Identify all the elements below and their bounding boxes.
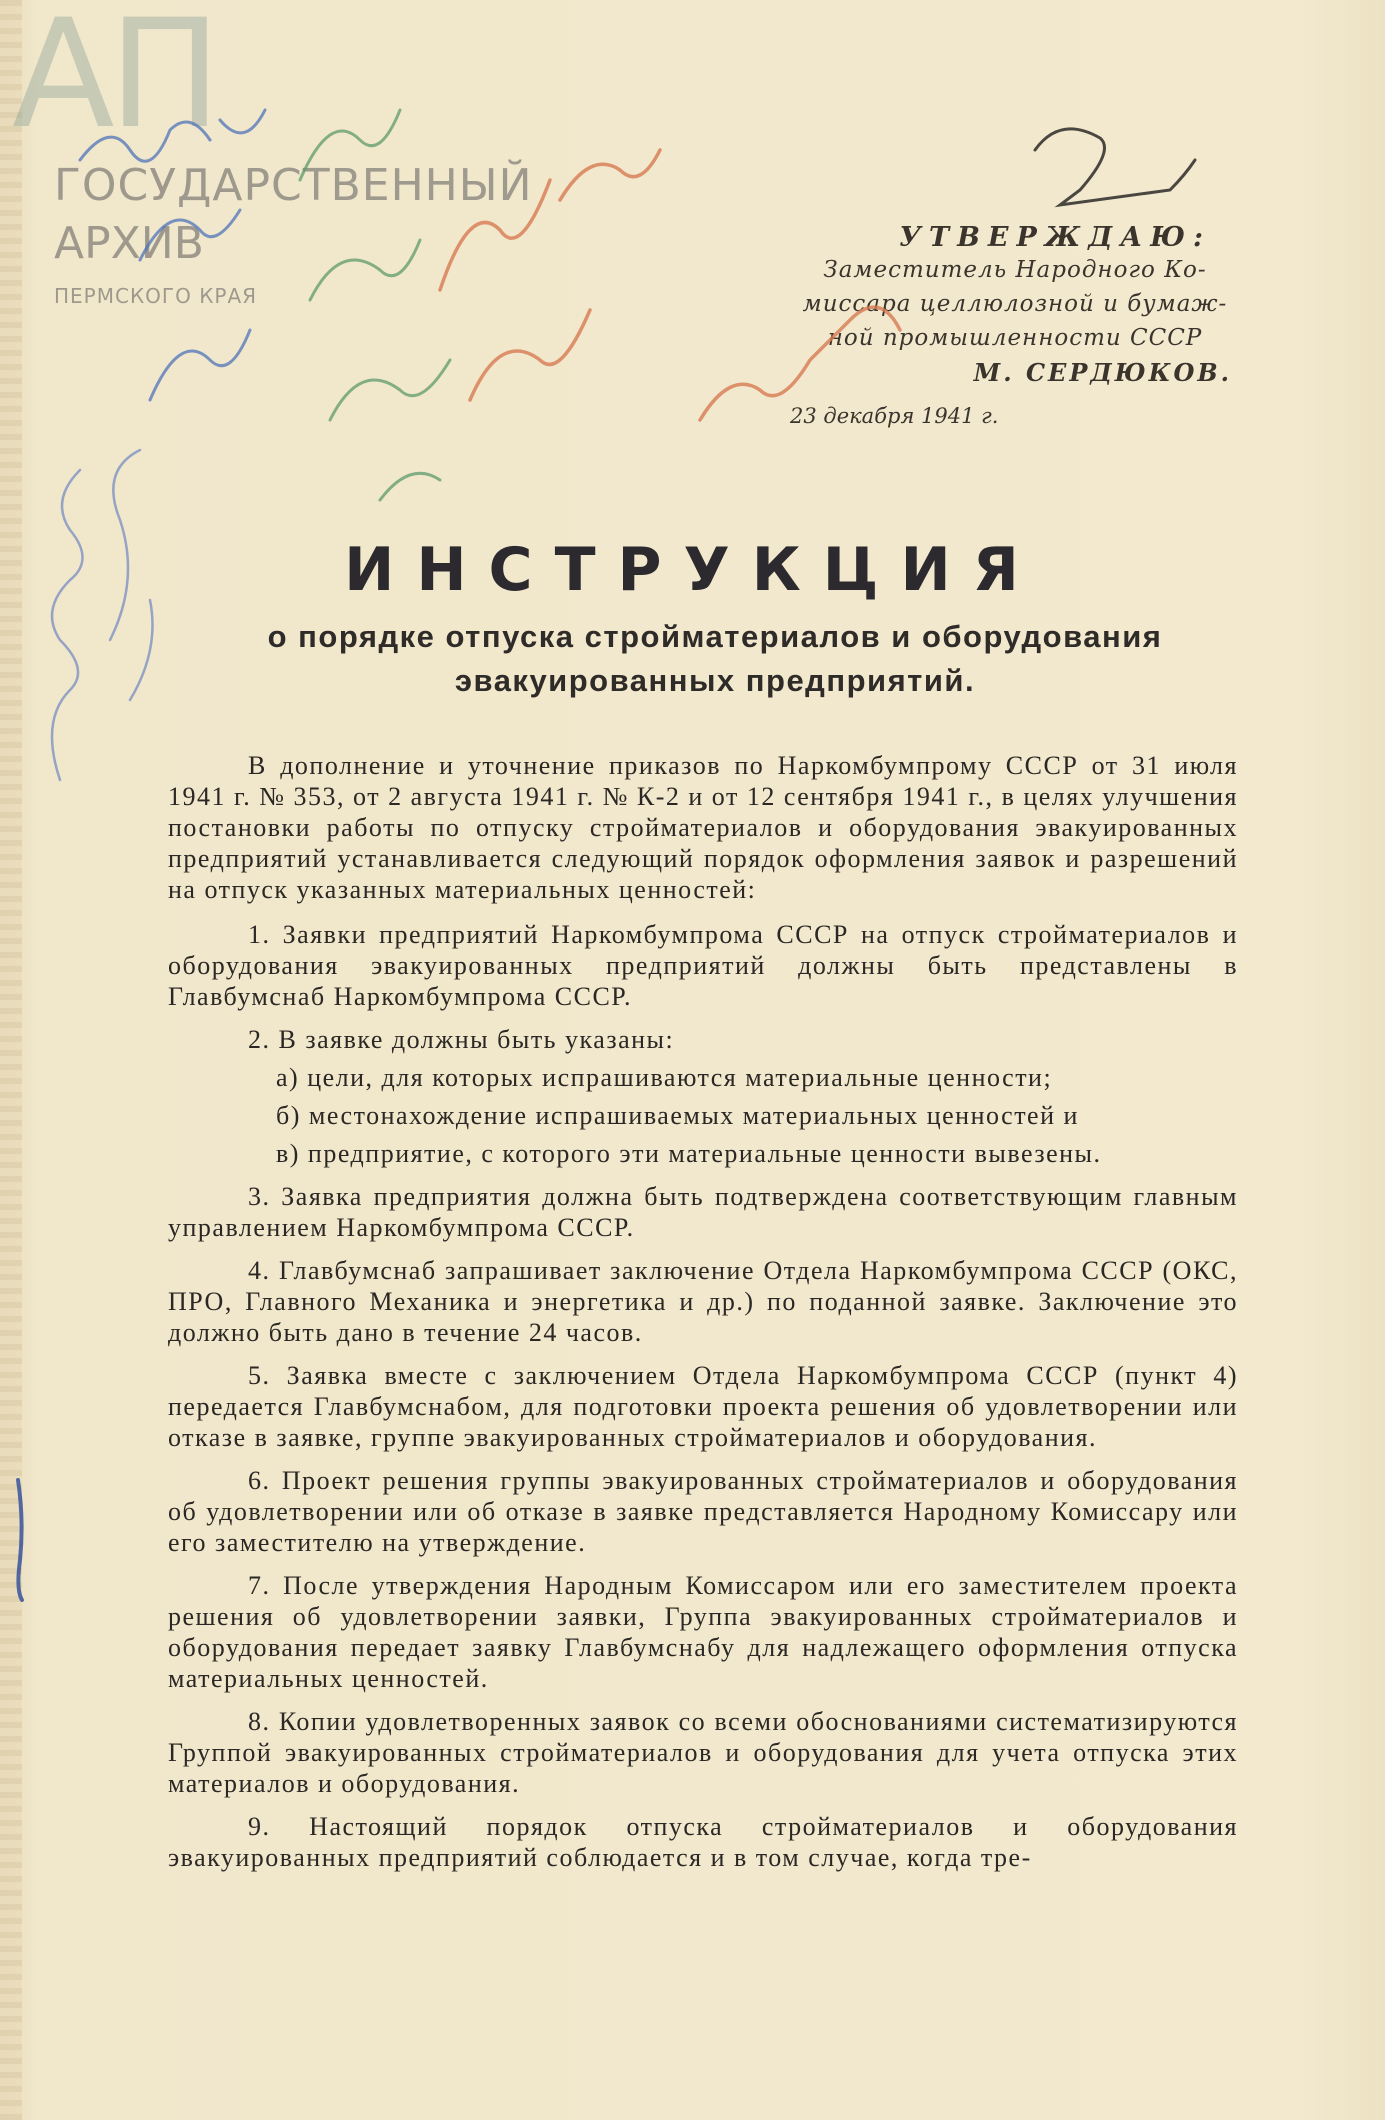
document-title: ИНСТРУКЦИЯ (344, 535, 1041, 605)
point-8: 8. Копии удовлетворенных заявок со всеми обоснованиями систематизируются Группой эвакуированных стройматериалов и оборудования для учета отпуска этих материалов и оборудования. (168, 1707, 1238, 1798)
document-body (168, 750, 1238, 1885)
approval-line: ной промышленности СССР (827, 325, 1203, 351)
point-1: 1. Заявки предприятий Наркомбумпрома СССР на отпуск стройматериалов и оборудования эвакуированных предприятий должны быть представлены в Главбумснаб Наркомбумпрома СССР. (168, 920, 1238, 1011)
point-3: 3. Заявка предприятия должна быть подтверждена соответствующим главным управлением Наркомбумпрома СССР. (168, 1182, 1238, 1242)
approval-signatory: М. СЕРДЮКОВ. (973, 358, 1232, 387)
watermark-line-2: АРХИВ (54, 218, 204, 269)
point-2a: а) цели, для которых испрашиваются материальные ценности; (276, 1063, 1053, 1092)
paper-edge (0, 0, 22, 2120)
approval-block (780, 222, 1250, 391)
document-subtitle: о порядке отпуска стройматериалов и оборудования эвакуированных предприятий. (267, 619, 1163, 698)
watermark-line-1: ГОСУДАРСТВЕННЫЙ (54, 160, 533, 211)
point-4: 4. Главбумснаб запрашивает заключение Отдела Наркомбумпрома СССР (ОКС, ПРО, Главного Механика и энергетика и др.) по поданной заявке. Заключение это должно быть дано в течение 24 часов. (168, 1256, 1238, 1347)
point-2c: в) предприятие, с которого эти материальные ценности вывезены. (276, 1139, 1102, 1168)
handwritten-page-number (1020, 120, 1200, 210)
point-7: 7. После утверждения Народным Комиссаром или его заместителем проекта решения об удовлетворении заявки, Группа эвакуированных стройматериалов и оборудования передает заявку Главбумснабу для надлежащего оформления отпуска материальных ценностей. (168, 1571, 1238, 1693)
point-5: 5. Заявка вместе с заключением Отдела Наркомбумпрома СССР (пункт 4) передается Главбумснабом, для подготовки проекта решения об удовлетворении или отказе в заявке, группе эвакуированных стройматериалов и оборудования. (168, 1361, 1238, 1452)
watermark-line-3: ПЕРМСКОГО КРАЯ (54, 284, 258, 308)
approval-date: 23 декабря 1941 г. (790, 404, 999, 428)
approval-line: миссара целлюлозной и бумаж- (802, 291, 1228, 317)
point-2: 2. В заявке должны быть указаны: (248, 1025, 675, 1054)
point-6: 6. Проект решения группы эвакуированных стройматериалов и оборудования об удовлетворении или об отказе в заявке представляется Народному Комиссару или его заместителю на утверждение. (168, 1466, 1238, 1557)
intro-paragraph: В дополнение и уточнение приказов по Наркомбумпрому СССР от 31 июля 1941 г. № 353, от 2 августа 1941 г. № К-2 и от 12 сентября 1941 г., в целях улучшения постановки работы по отпуску стройматериалов и оборудования эвакуированных предприятий устанавливается следующий порядок оформления заявок и разрешений на отпуск указанных материальных ценностей: (168, 751, 1238, 904)
point-2b: б) местонахождение испрашиваемых материальных ценностей и (276, 1101, 1079, 1130)
approval-heading: УТВЕРЖДАЮ: (899, 222, 1211, 253)
archive-logo: АП (12, 0, 216, 162)
approval-line: Заместитель Народного Ко- (823, 257, 1207, 283)
point-9: 9. Настоящий порядок отпуска стройматериалов и оборудования эвакуированных предприятий соблюдается и в том случае, когда тре- (168, 1812, 1238, 1872)
